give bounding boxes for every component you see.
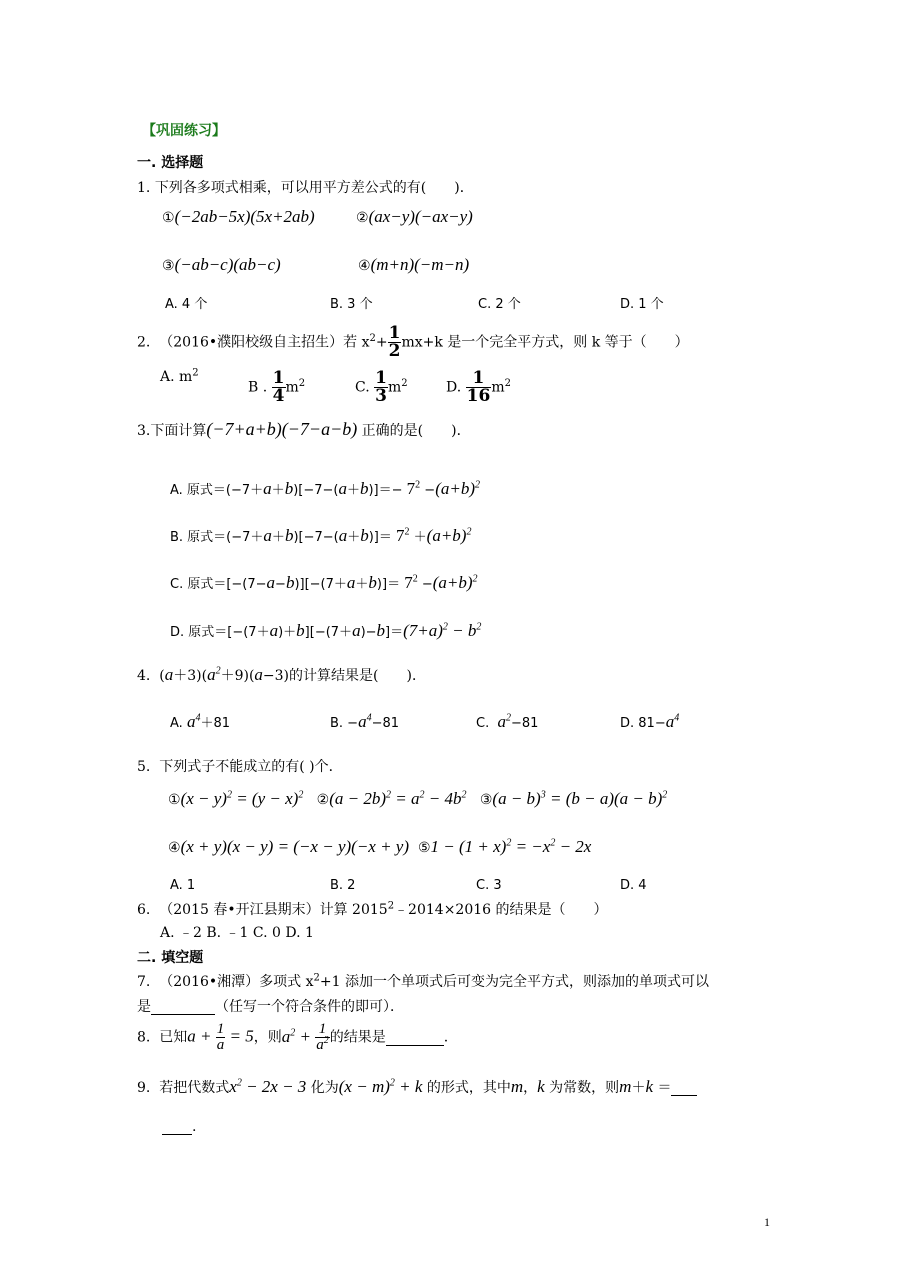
q1-expr-4: ④(m+n)(−m−n)	[358, 255, 470, 274]
q8-answer-blank[interactable]	[386, 1031, 444, 1046]
q3-option-a: A. 原式$=(-7+a+b)[-7-(a+b)]=- 7^2 -(a+b)^2$	[170, 479, 480, 498]
q4-option-b: B. $-a^4-81$	[330, 712, 400, 731]
q8-stem: 8. 已知a + $\frac{1}{a}$ = 5，则$a^2$ + $\frac{1}{a^2}$ 的结果是 .	[137, 1021, 449, 1053]
q4-option-d: D. $81-a^4$	[620, 712, 680, 731]
q3-option-c: C. 原式$=[-(7-a-b)][-(7+a+b)]= 7^2 -(a+b)^2$	[170, 573, 478, 592]
q3-option-b: B. 原式$=(-7+a+b)[-7-(a+b)]= 7^2 +(a+b)^2$	[170, 526, 472, 545]
q5-option-a: A. 1	[170, 878, 196, 893]
q2-option-c: C. $\frac{1}{3}$ $m^2$	[355, 368, 408, 406]
q1-option-b: B. 3 个	[330, 297, 373, 312]
q1-option-d: D. 1 个	[620, 297, 664, 312]
q5-expr-row-2: ④(x + y)(x − y) = (−x − y)(−x + y) ⑤1 − $(1 + x)^2 = -x^2 - 2x$	[168, 837, 592, 856]
page-number: 1	[764, 1215, 770, 1229]
q3-option-d: D. 原式$=[-(7+a)+b][-(7+a)-b]=(7+a)^2 - b^2$	[170, 621, 482, 640]
q4-option-c: C. $a^2-81$	[476, 712, 539, 731]
q5-option-c: C. 3	[476, 878, 502, 893]
q1-expr-1-math: (−2ab−5x)(5x+2ab)	[174, 207, 315, 226]
q9-answer-blank-1[interactable]	[671, 1081, 697, 1096]
q5-option-d: D. 4	[620, 878, 647, 893]
q7-line-1: 7. （2016•湘潭）多项式 $x^2+1$ 添加一个单项式后可变为完全平方式，则添加的单项式可以	[137, 972, 709, 990]
q1-expr-1: ①(−2ab−5x)(5x+2ab)	[162, 207, 315, 226]
q1-option-c: C. 2 个	[478, 297, 521, 312]
q3-stem: 3.下面计算(−7+a+b)(−7−a−b) 正确的是( )．	[137, 419, 471, 439]
exercise-header: 【巩固练习】	[142, 123, 226, 139]
q9-stem: 9. 若把代数式$x^2 - 2x - 3$ 化为$(x - m)^2 + k$ 的形式，其中m，k 为常数，则m＋k ＝	[137, 1078, 697, 1096]
section-multiple-choice: 一. 选择题	[137, 155, 204, 171]
q6-options: A. ﹣2 B. ﹣1 C. 0 D. 1	[160, 925, 314, 941]
q2-option-a: A. $m^2$	[160, 367, 199, 385]
section-fill-in: 二. 填空题	[137, 950, 204, 966]
q6-stem: 6. （2015 春•开江县期末）计算 $2015^2﹣2014\times 2016$ 的结果是（ ）	[137, 900, 608, 918]
q9-answer-blank-2[interactable]	[162, 1120, 192, 1135]
q4-stem: 4. $(a+3)(a^2+9)(a-3)$的计算结果是( )．	[137, 665, 426, 684]
q5-stem: 5. 下列式子不能成立的有( )个．	[137, 759, 343, 775]
q2-option-b: B . $\frac{1}{4}$ $m^2$	[248, 368, 306, 406]
q1-option-a: A. 4 个	[165, 297, 208, 312]
q1-expr-3: ③(−ab−c)(ab−c)	[162, 255, 281, 274]
q7-answer-blank[interactable]	[151, 1000, 215, 1015]
q2-stem: 2. （2016•濮阳校级自主招生）若 $x^2+$ $\frac{1}{2}$ mx+k 是一个完全平方式，则 k 等于（ ）	[137, 323, 689, 361]
q1-stem: 1. 下列各多项式相乘，可以用平方差公式的有( )．	[137, 180, 474, 196]
q1-expr-2: ②(ax−y)(−ax−y)	[356, 207, 473, 226]
q7-line-2: 是 （任写一个符合条件的即可）．	[137, 999, 404, 1015]
q5-expr-row-1: ①(x − $y)^2 = (y - x)^2$ ②(a − $2b)^2 = a^2 - 4b^2$ ③(a − $b)^3 = (b - a)(a - b)^2$	[168, 789, 668, 808]
q9-line-2: .	[162, 1120, 196, 1135]
q4-option-a: A. $a^4+81$	[170, 712, 230, 731]
q2-option-d: D. $\frac{1}{16}$ $m^2$	[446, 368, 511, 406]
q5-option-b: B. 2	[330, 878, 356, 893]
